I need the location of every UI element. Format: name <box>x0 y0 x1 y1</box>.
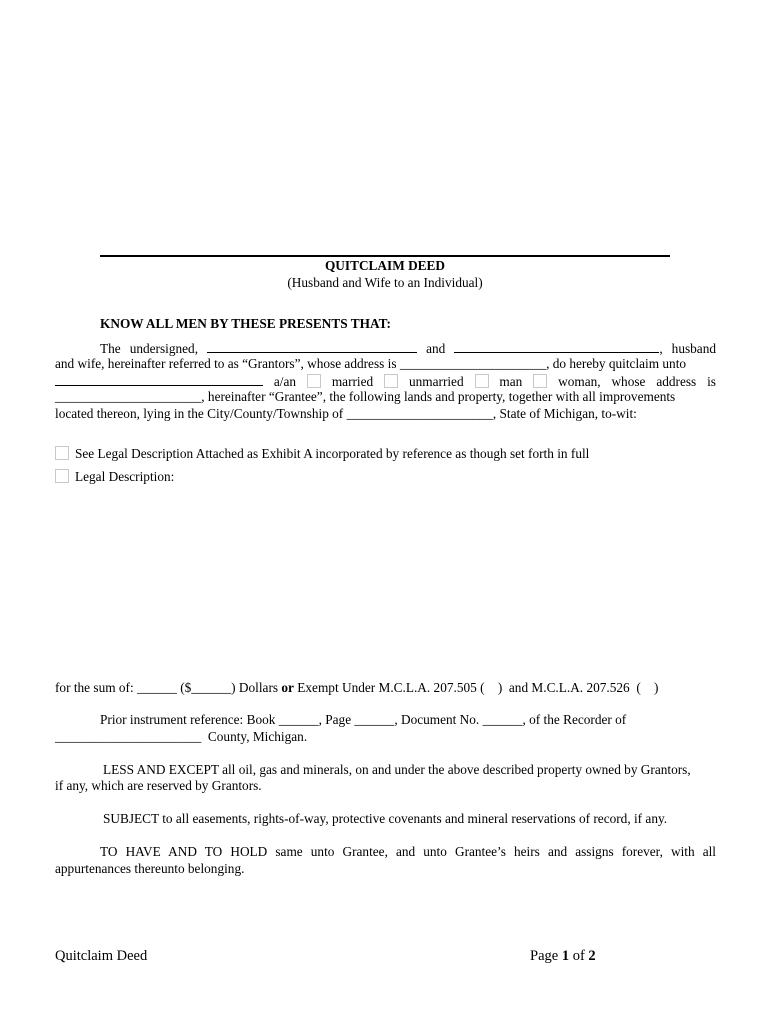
to-have-line-1: TO HAVE AND TO HOLD same unto Grantee, and unto Grantee’s heirs and assigns forever, with all <box>100 844 716 859</box>
man-checkbox[interactable] <box>475 374 489 388</box>
exhibit-checkbox[interactable] <box>55 446 69 460</box>
document-title: QUITCLAIM DEED <box>324 258 446 273</box>
to-have-line-2: appurtenances thereunto belonging. <box>55 861 245 876</box>
document-subtitle: (Husband and Wife to an Individual) <box>287 275 483 290</box>
sum-line: for the sum of: ______ ($______) Dollars or Exempt Under M.C.L.A. 207.505 ( ) and M.C.L.A. 207.526 ( ) <box>55 680 659 695</box>
unmarried-checkbox[interactable] <box>384 374 398 388</box>
grantor-1-name-field[interactable] <box>207 340 417 353</box>
intro-line-2: and wife, hereinafter referred to as “Grantors”, whose address is ______________________, do hereby quitclaim unto <box>55 356 687 371</box>
intro-line-3: a/an married unmarried man woman, whose address is <box>55 373 716 390</box>
footer-page-number: Page 1 of 2 <box>530 948 596 964</box>
married-checkbox[interactable] <box>307 374 321 388</box>
less-except-line-1: LESS AND EXCEPT all oil, gas and minerals, on and under the above described property owned by Grantors, <box>103 762 691 777</box>
intro-line-5: located thereon, lying in the City/County/Township of ______________________, State of Michigan, to-wit: <box>55 406 637 421</box>
prior-line-2: ______________________ County, Michigan. <box>55 729 308 744</box>
top-rule <box>100 255 670 257</box>
intro-line-1: The undersigned, and , husband <box>100 341 717 356</box>
subject-line: SUBJECT to all easements, rights-of-way, protective covenants and mineral reservations of record, if any. <box>103 811 668 826</box>
legal-description-checkbox[interactable] <box>55 469 69 483</box>
exhibit-option: See Legal Description Attached as Exhibit A incorporated by reference as though set forth in full <box>55 446 589 462</box>
intro-heading: KNOW ALL MEN BY THESE PRESENTS THAT: <box>100 316 391 331</box>
grantor-2-name-field[interactable] <box>454 340 659 353</box>
less-except-line-2: if any, which are reserved by Grantors. <box>55 778 262 793</box>
legal-description-option: Legal Description: <box>55 469 174 485</box>
footer-doc-name: Quitclaim Deed <box>55 948 148 964</box>
woman-checkbox[interactable] <box>533 374 547 388</box>
grantee-name-field[interactable] <box>55 373 263 386</box>
intro-line-4: ______________________, hereinafter “Grantee”, the following lands and property, together with all improvements <box>55 389 676 404</box>
prior-line-1: Prior instrument reference: Book ______, Page ______, Document No. ______, of the Recorder of <box>100 712 627 727</box>
